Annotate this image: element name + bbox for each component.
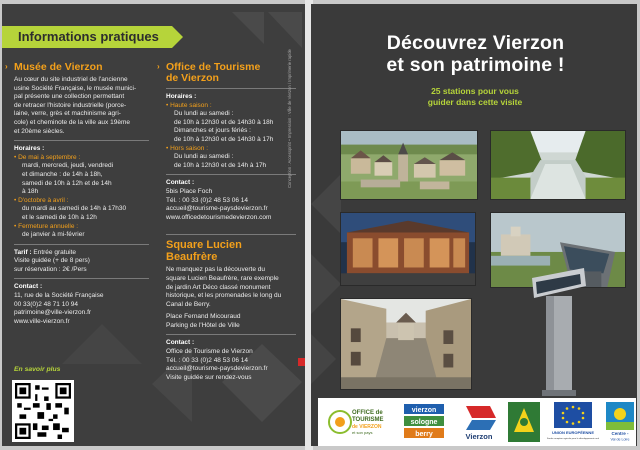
info-banner — [2, 26, 172, 48]
photo-canal — [490, 130, 626, 200]
office-logo-line1: OFFICE de — [352, 410, 383, 416]
square-phone: Tél. : 00 33 (0)2 48 53 06 14 — [166, 356, 249, 364]
museum-hours-line: du mardi au samedi de 14h à 17h30 — [22, 205, 127, 213]
museum-address: 11, rue de la Société Française — [14, 292, 104, 300]
museum-desc-line: pal présente une collection permettant — [14, 93, 125, 101]
vierzon-logo-text: Vierzon — [465, 432, 493, 441]
office-phone: Tél. : 00 33 (0)2 48 53 06 14 — [166, 196, 249, 204]
museum-hours-line: samedi de 10h à 12h et de 14h — [22, 179, 112, 187]
office-high-label: • Haute saison : — [166, 101, 212, 109]
divider — [166, 174, 296, 175]
museum-desc-line: Au cœur du site industriel de l'ancienne — [14, 76, 128, 83]
region-logo-line2: Val de Loire — [610, 437, 630, 442]
photo-town-aerial — [340, 130, 478, 200]
office-title-line2: de Vierzon — [166, 72, 219, 84]
museum-desc-line: usine Société Française, le musée munici- — [14, 84, 137, 92]
square-desc-line: de jardin Art Déco classé monument — [166, 283, 271, 291]
museum-phone: 00 33(0)2 48 71 10 94 — [14, 300, 78, 308]
museum-contact-label: Contact : — [14, 283, 43, 291]
office-column — [166, 62, 296, 382]
office-address: 5bis Place Foch — [166, 187, 213, 195]
museum-hours-line: mardi, mercredi, jeudi, vendredi — [22, 162, 114, 170]
museum-tarif-line: Visite guidée (+ de 8 pers) — [14, 257, 90, 265]
divider — [166, 334, 296, 335]
divider — [14, 278, 149, 279]
square-email-link[interactable]: accueil@tourisme-paysdevierzon.fr — [166, 365, 268, 373]
divider — [166, 88, 296, 89]
museum-tarif-line: sur réservation : 2€ /Pers — [14, 265, 87, 273]
museum-hours-may-text: De mai à septembre : — [18, 153, 81, 161]
vierzon-sologne-berry-logo — [404, 402, 444, 442]
office-hours-line: de 10h à 12h30 et de 14h30 à 17h — [174, 135, 274, 143]
museum-hours-may-label: • De mai à septembre : — [14, 153, 81, 161]
office-title — [166, 62, 296, 84]
region-centre-logo — [606, 402, 634, 442]
museum-desc-line: et 20ème siècles. — [14, 127, 65, 135]
divider — [14, 140, 149, 141]
museum-tarif-line: Entrée gratuite — [33, 248, 77, 256]
hero-subtitle — [380, 86, 570, 108]
vierzon-city-logo — [456, 402, 502, 442]
office-hours-line: Dimanches et jours fériés : — [174, 127, 251, 135]
eu-logo-line2: Fonds européen agricole pour le développement rural — [546, 438, 600, 440]
square-address-line: Parking de l'Hôtel de Ville — [166, 321, 240, 329]
office-logo-line4: et son pays — [352, 430, 373, 435]
museum-email-link[interactable]: patrimoine@ville-vierzon.fr — [14, 309, 92, 317]
museum-website-link[interactable]: www.ville-vierzon.fr — [14, 317, 70, 325]
divider — [14, 244, 149, 245]
museum-desc-line: cole) et cheminote de la ville aux 19ème — [14, 118, 130, 126]
square-desc-line: Ne manquez pas la découverte du — [166, 266, 266, 274]
qr-code[interactable] — [12, 380, 74, 442]
eu-flag-logo — [546, 402, 600, 442]
sologne-logo-line1: vierzon — [411, 407, 437, 414]
museum-title: Musée de Vierzon — [14, 61, 103, 73]
museum-closed-line: de janvier à mi-février — [22, 231, 85, 239]
qr-code-icon — [15, 383, 71, 439]
square-contact-line: Office de Tourisme de Vierzon — [166, 348, 253, 356]
eu-logo-line1: UNION EUROPÉENNE — [551, 430, 595, 435]
hero-title-line2: et son patrimoine ! — [386, 54, 565, 76]
square-title — [166, 239, 296, 263]
hero-title-line1: Découvrez Vierzon — [386, 32, 565, 54]
square-title-line2: Beaufrère — [166, 251, 218, 264]
photo-industrial-hall — [340, 212, 476, 286]
museum-hours-line: et le samedi de 10h à 12h — [22, 213, 97, 221]
museum-column — [14, 62, 149, 326]
square-desc-line: Canal de Berry. — [166, 300, 211, 308]
square-contact-line: Visite guidée sur rendez-vous — [166, 373, 252, 381]
partner-logos — [318, 398, 636, 446]
office-logo-line2: TOURISME — [352, 417, 384, 423]
office-high-text: Haute saison : — [170, 101, 212, 109]
office-low-label: • Hors saison : — [166, 144, 209, 152]
office-low-text: Hors saison : — [170, 144, 209, 152]
office-hours-label: Horaires : — [166, 93, 197, 100]
office-logo-line3: de VIERZON — [352, 424, 382, 430]
museum-hours-oct-label: • D'octobre à avril : — [14, 196, 69, 204]
square-address-line: Place Fernand Micouraud — [166, 313, 241, 321]
sologne-logo-line3: berry — [415, 431, 433, 438]
office-hours-line: Du lundi au samedi : — [174, 110, 234, 118]
square-desc-line: historique, et les promenades le long du — [166, 292, 282, 300]
office-hours-line: de 10h à 12h30 et de 14h30 à 18h — [174, 118, 274, 126]
office-hours-line: de 10h à 12h30 et de 14h à 17h — [174, 161, 267, 169]
office-tourisme-logo — [328, 404, 388, 440]
region-logo-line1: Centre - — [611, 431, 629, 436]
office-contact-label: Contact : — [166, 179, 195, 187]
museum-desc-line: laine, verre, grès et machinisme agri- — [14, 110, 121, 118]
hero-subtitle-line2: guider dans cette visite — [427, 97, 523, 107]
museum-desc-line: de retracer l'histoire industrielle (porce- — [14, 101, 127, 109]
hero-subtitle-line1: 25 stations pour vous — [431, 86, 519, 96]
museum-hours-line: à 18h — [22, 188, 39, 196]
hero-title — [318, 32, 633, 76]
museum-closed-label: • Fermeture annuelle : — [14, 222, 79, 230]
office-hours-line: Du lundi au samedi : — [174, 153, 234, 161]
print-credit: Conception : Accessprint • Impression : Ville de Vierzon / Imprimerie rapide — [287, 49, 292, 188]
office-website-link[interactable]: www.officedetourismedevierzon.com — [166, 213, 272, 221]
museum-tarif-label: Tarif : — [14, 248, 32, 256]
museum-hours-label: Horaires : — [14, 145, 45, 153]
museum-hours-oct-text: D'octobre à avril : — [18, 196, 69, 204]
office-arrow-icon: › — [157, 62, 160, 71]
museum-hours-line: et dimanche : de 14h à 18h, — [22, 170, 103, 178]
square-desc-line: square Lucien Beaufrère, rare exemple — [166, 274, 279, 282]
museum-closed-text: Fermeture annuelle : — [18, 222, 79, 230]
leader-logo — [508, 402, 540, 442]
museum-tarif — [14, 249, 149, 258]
square-title-line1: Square Lucien — [166, 239, 242, 252]
sologne-logo-line2: sologne — [410, 419, 438, 426]
info-stand-illustration — [528, 268, 590, 398]
learn-more-label: En savoir plus — [14, 366, 61, 373]
office-email-link[interactable]: accueil@tourisme-paysdevierzon.fr — [166, 205, 268, 213]
museum-arrow-icon: › — [5, 62, 8, 71]
square-contact-label: Contact : — [166, 339, 195, 347]
office-title-line1: Office de Tourisme — [166, 61, 261, 73]
photo-old-street — [340, 298, 472, 390]
divider — [166, 234, 296, 235]
banner-title: Informations pratiques — [18, 29, 159, 44]
